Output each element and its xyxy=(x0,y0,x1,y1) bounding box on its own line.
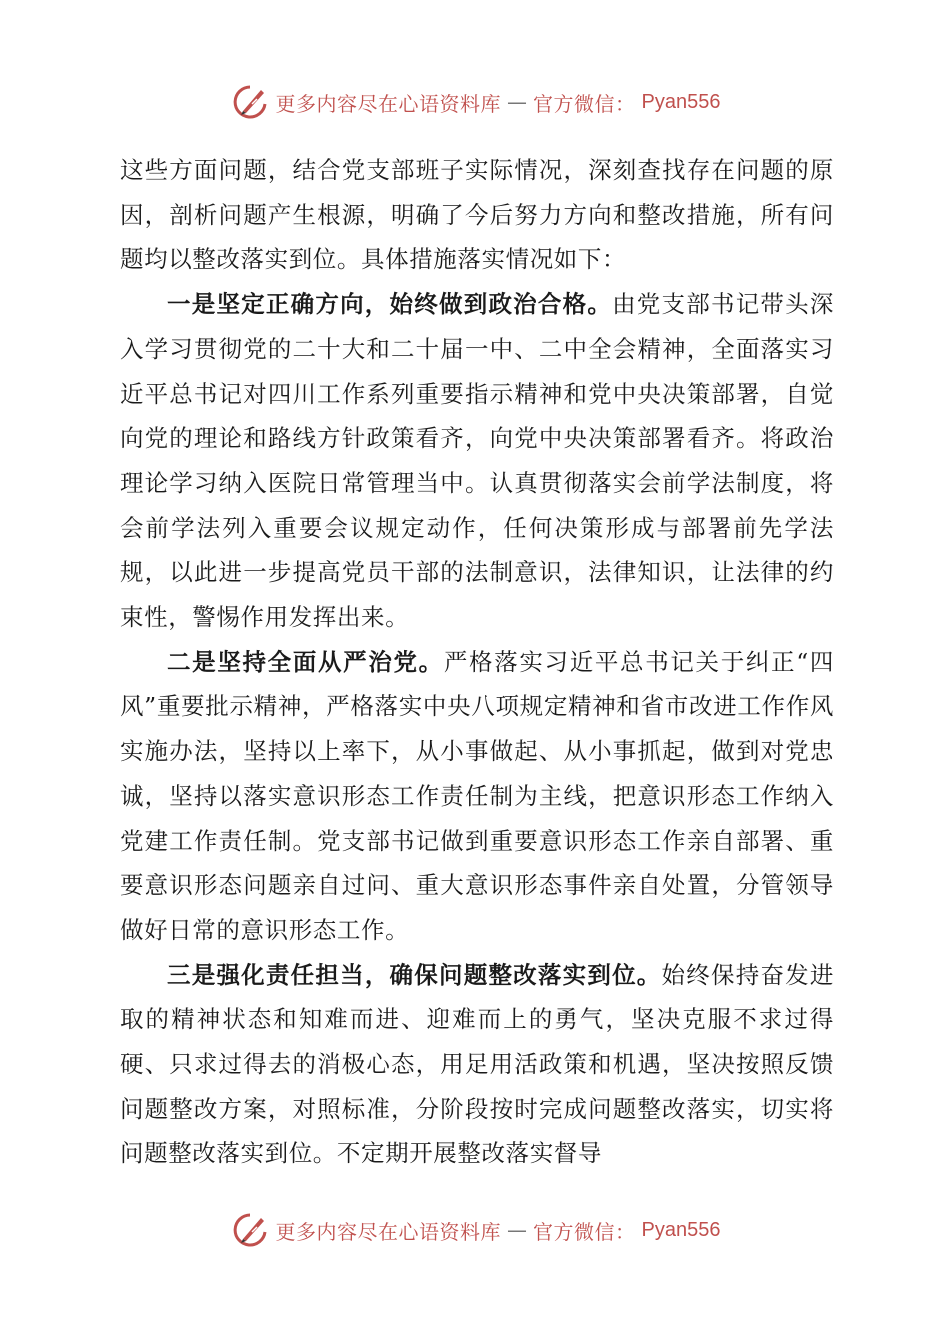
watermark-account: Pyan556 xyxy=(641,1218,721,1241)
quill-pen-circle-icon xyxy=(230,1210,270,1250)
paragraph-point-one xyxy=(120,282,834,640)
paragraph-lead: 二是坚持全面从严治党。 xyxy=(167,647,444,676)
paragraph-lead: 三是强化责任担当，确保问题整改落实到位。 xyxy=(167,960,662,989)
watermark-account: Pyan556 xyxy=(641,90,721,113)
paragraph-lead: 一是坚定正确方向，始终做到政治合格。 xyxy=(167,290,613,319)
paragraph-point-two xyxy=(120,640,834,953)
watermark-label: 更多内容尽在心语资料库 xyxy=(275,1219,502,1244)
paragraph-point-three xyxy=(120,953,834,1177)
paragraph-text: 始终保持奋发进取的精神状态和知难而进、迎难而上的勇气，坚决克服不求过得硬、只求过得去的消极心态，用足用活政策和机遇，坚决按照反馈问题整改方案，对照标准，分阶段按时完成问题整改落实，切实将问题整改落实到位。不定期开展整改落实督导 xyxy=(120,960,835,1168)
paragraph-intro xyxy=(120,148,834,282)
watermark-source-prefix: 官方微信： xyxy=(533,1219,636,1244)
watermark-banner-bottom xyxy=(0,1208,950,1252)
paragraph-text: 这些方面问题，结合党支部班子实际情况，深刻查找存在问题的原因，剖析问题产生根源，明确了今后努力方向和整改措施，所有问题均以整改落实到位。具体措施落实情况如下： xyxy=(120,156,834,274)
watermark-separator: — xyxy=(507,90,528,114)
paragraph-text: 由党支部书记带头深入学习贯彻党的二十大和二十届一中、二中全会精神，全面落实习近平总书记对四川工作系列重要指示精神和党中央决策部署，自觉向党的理论和路线方针政策看齐，向党中央决策部署看齐。将政治理论学习纳入医院日常管理当中。认真贯彻落实会前学法制度，将会前学法列入重要会议规定动作，任何决策形成与部署前先学法规，以此进一步提高党员干部的法制意识，法律知识，让法律的约束性，警惕作用发挥出来。 xyxy=(120,290,834,632)
watermark-banner-top xyxy=(0,80,950,124)
watermark-separator: — xyxy=(507,1218,528,1242)
quill-pen-circle-icon xyxy=(230,82,270,122)
document-body xyxy=(120,148,834,1176)
watermark-source-prefix: 官方微信： xyxy=(533,91,636,116)
paragraph-text: 严格落实习近平总书记关于纠正“四风”重要批示精神，严格落实中央八项规定精神和省市改进工作作风实施办法，坚持以上率下，从小事做起、从小事抓起，做到对党忠诚，坚持以落实意识形态工作责任制为主线，把意识形态工作纳入党建工作责任制。党支部书记做到重要意识形态工作亲自部署、重要意识形态问题亲自过问、重大意识形态事件亲自处置，分管领导做好日常的意识形态工作。 xyxy=(120,647,834,944)
watermark-label: 更多内容尽在心语资料库 xyxy=(275,91,502,116)
